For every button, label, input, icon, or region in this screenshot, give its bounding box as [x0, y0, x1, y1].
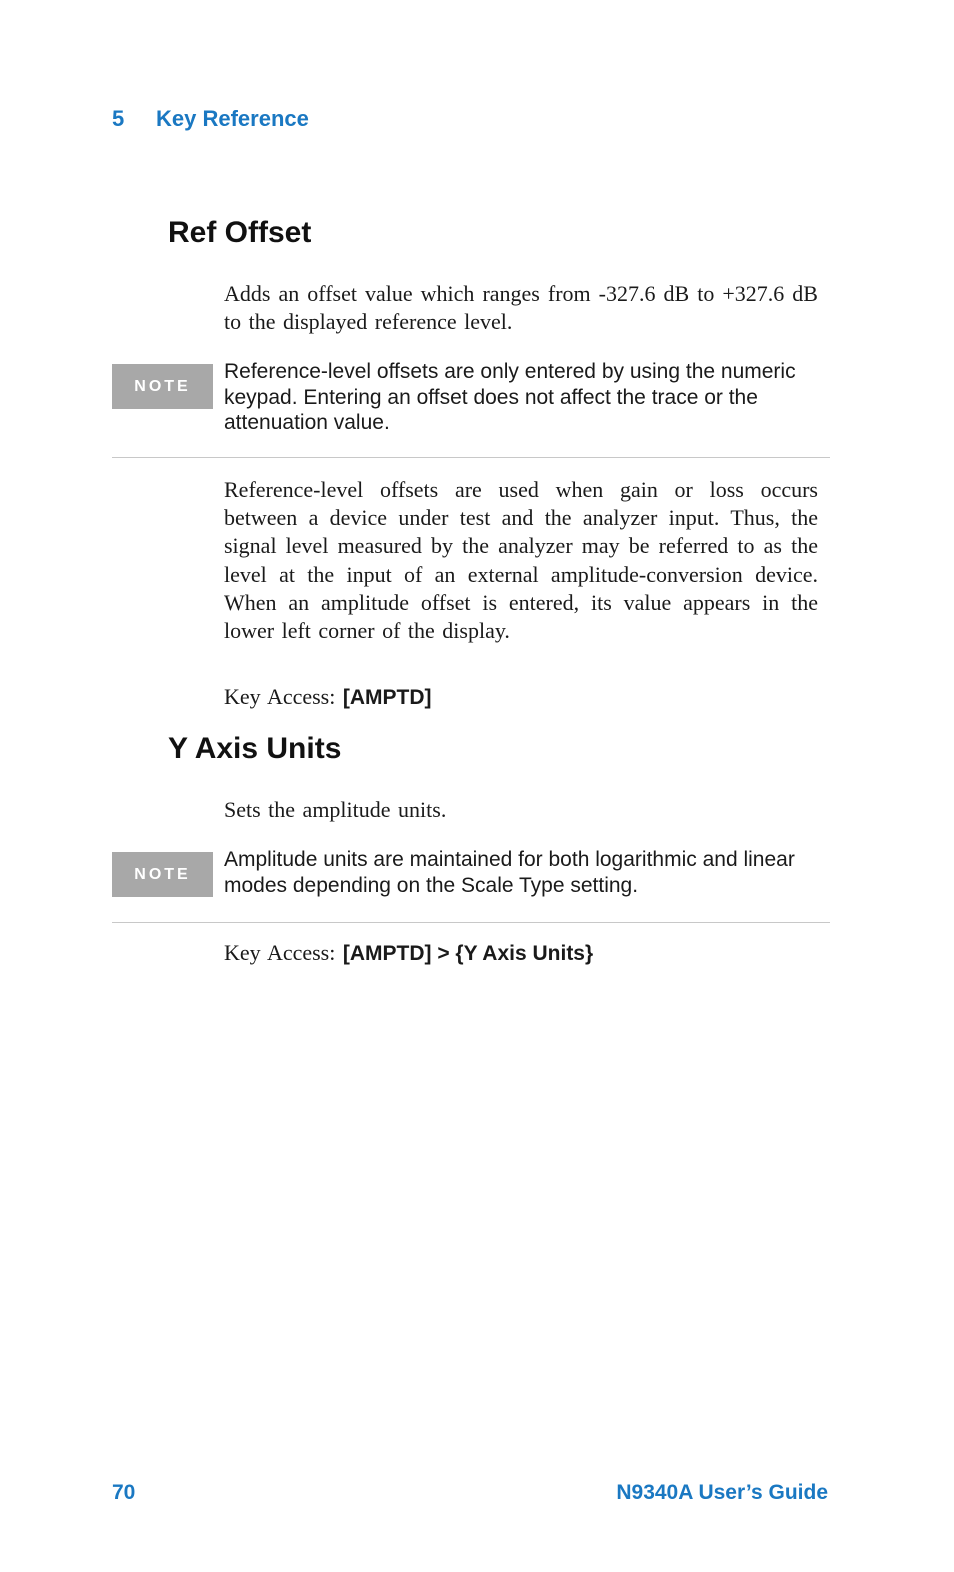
- key-access-label: Key Access:: [224, 940, 336, 965]
- ref-offset-key-access: [224, 684, 432, 710]
- key-access-value: [AMPTD] > {Y Axis Units}: [342, 942, 594, 965]
- note-divider: [112, 457, 830, 458]
- chapter-title: Key Reference: [156, 106, 309, 131]
- running-header: [112, 106, 309, 132]
- ref-offset-body: Reference-level offsets are used when gain or loss occurs between a device under test and the analyzer input. Thus, the signal level measured by the analyzer may be referred to as the level at the input of an external amplitude-conversion device. When an amplitude offset is entered, its value appears in the lower left corner of the display.: [224, 477, 818, 644]
- note-badge: NOTE: [112, 364, 213, 409]
- section-title-y-axis-units: Y Axis Units: [168, 732, 342, 765]
- guide-title: N9340A User’s Guide: [616, 1481, 828, 1504]
- y-axis-units-note-text: Amplitude units are maintained for both logarithmic and linear modes depending on the Scale Type setting.: [224, 848, 795, 897]
- page-number: 70: [112, 1481, 136, 1504]
- ref-offset-note-text: Reference-level offsets are only entered by using the numeric keypad. Entering an offset does not affect the trace or the attenuation value.: [224, 360, 796, 434]
- y-axis-units-key-access: [224, 940, 593, 966]
- note-divider: [112, 922, 830, 923]
- y-axis-units-intro: Sets the amplitude units.: [224, 797, 447, 822]
- key-access-label: Key Access:: [224, 684, 336, 709]
- key-access-value: [AMPTD]: [342, 686, 432, 709]
- note-badge: NOTE: [112, 852, 213, 897]
- chapter-number: 5: [112, 106, 125, 131]
- section-title-ref-offset: Ref Offset: [168, 216, 312, 249]
- ref-offset-intro: Adds an offset value which ranges from -327.6 dB to +327.6 dB to the displayed reference level.: [224, 281, 818, 335]
